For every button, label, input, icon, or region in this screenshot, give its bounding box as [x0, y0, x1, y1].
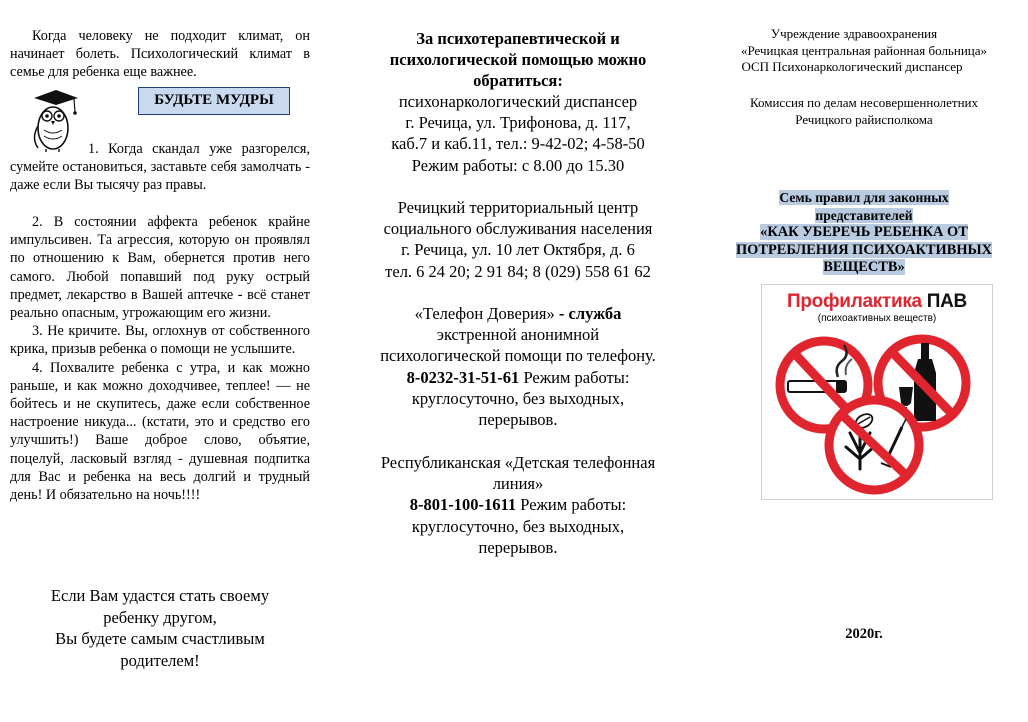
- brochure-title: Семь правил для законных представителей «КАК УБЕРЕЧЬ РЕБЕНКА ОТ ПОТРЕБЛЕНИЯ ПСИХОАКТИВНЫХ ВЕЩЕСТВ»: [735, 190, 993, 275]
- child-helpline-info: Республиканская «Детская телефонная линия» 8-801-100-1611 Режим работы: круглосуточно, без выходных, перерывов.: [380, 453, 656, 557]
- intro-text: Когда человеку не подходит климат, он начинает болеть. Психологический климат в семье для ребенка еще важнее.: [10, 28, 310, 81]
- trust-phone-number: 8-0232-31-51-61: [406, 367, 520, 387]
- social-center-contacts: Речицкий территориальный центр социального обслуживания населения г. Речица, ул. 10 лет Октября, д. 6 тел. 6 24 20; 2 91 84; 8 (029) 558 61 62: [383, 198, 653, 281]
- child-helpline-number: 8-801-100-1611: [409, 495, 517, 515]
- closing-line: Вы будете самым счастливым: [55, 629, 265, 648]
- rule-2: 2. В состоянии аффекта ребенок крайне импульсивен. Та агрессия, которую он проявлял по отношению к Вам, обернется против него самого. Любой попавший под руку острый предмет, лекарство в Вашей аптечке - всё станет реально опасным, угрожающим его жизни.: [10, 214, 310, 322]
- closing-line: родителем!: [120, 650, 200, 670]
- no-drugs-icon: [829, 400, 919, 490]
- rule-1: 1. Когда скандал уже разгорелся, сумейте остановиться, заставьте себя замолчать - даже если Вы тысячу раз правы.: [10, 141, 310, 194]
- closing-message: [10, 585, 310, 671]
- commission-header: Комиссия по делам несовершеннолетних Речицкого райисполкома: [749, 95, 979, 127]
- trust-phone-info: «Телефон Доверия» - служба экстренной анонимной психологической помощи по телефону. 8-0232-31-51-61 Режим работы: круглосуточно, без выходных, перерывов.: [380, 304, 656, 430]
- rule-4: 4. Похвалите ребенка с утра, и как можно раньше, и как можно доходчивее, теплее! — не бойтесь и не скупитесь, даже если собственное настроение никуда... (кстати, это и средство его улучшить!) Ваше доброе слово, объятие, поцелуй, ласковый взгляд - душевная подпитка для Вас и ребенка на весь долгий и трудный день! И обязательно на ночь!!!!: [10, 359, 310, 504]
- dispensary-contacts: психонаркологический диспансер г. Речица, ул. Трифонова, д. 117, каб.7 и каб.11, тел.: 9-42-02; 4-58-50 Режим работы: с 8.00 до 15.30: [391, 92, 645, 175]
- poster-illustration: [764, 329, 992, 499]
- help-heading: За психотерапевтической и психологической помощью можно обратиться:: [389, 29, 647, 91]
- be-wise-badge: БУДЬТЕ МУДРЫ: [138, 87, 290, 115]
- rule-3: 3. Не кричите. Вы, оглохнув от собственного крика, призыв ребенка о помощи не услышите.: [10, 323, 310, 358]
- year-label: 2020г.: [845, 626, 883, 642]
- organization-header: Учреждение здравоохранения «Речицкая центральная районная больница» ОСП Психонаркологический диспансер: [741, 26, 987, 74]
- poster-title: Профилактика ПАВ: [787, 291, 967, 312]
- trust-phone-name: «Телефон Доверия»: [414, 304, 555, 323]
- prevention-poster: [761, 284, 993, 500]
- closing-line: ребенку другом,: [103, 607, 217, 627]
- rules-list: [10, 213, 310, 504]
- poster-subtitle: (психоактивных веществ): [817, 313, 937, 324]
- closing-line: Если Вам удастся стать своему: [50, 586, 270, 605]
